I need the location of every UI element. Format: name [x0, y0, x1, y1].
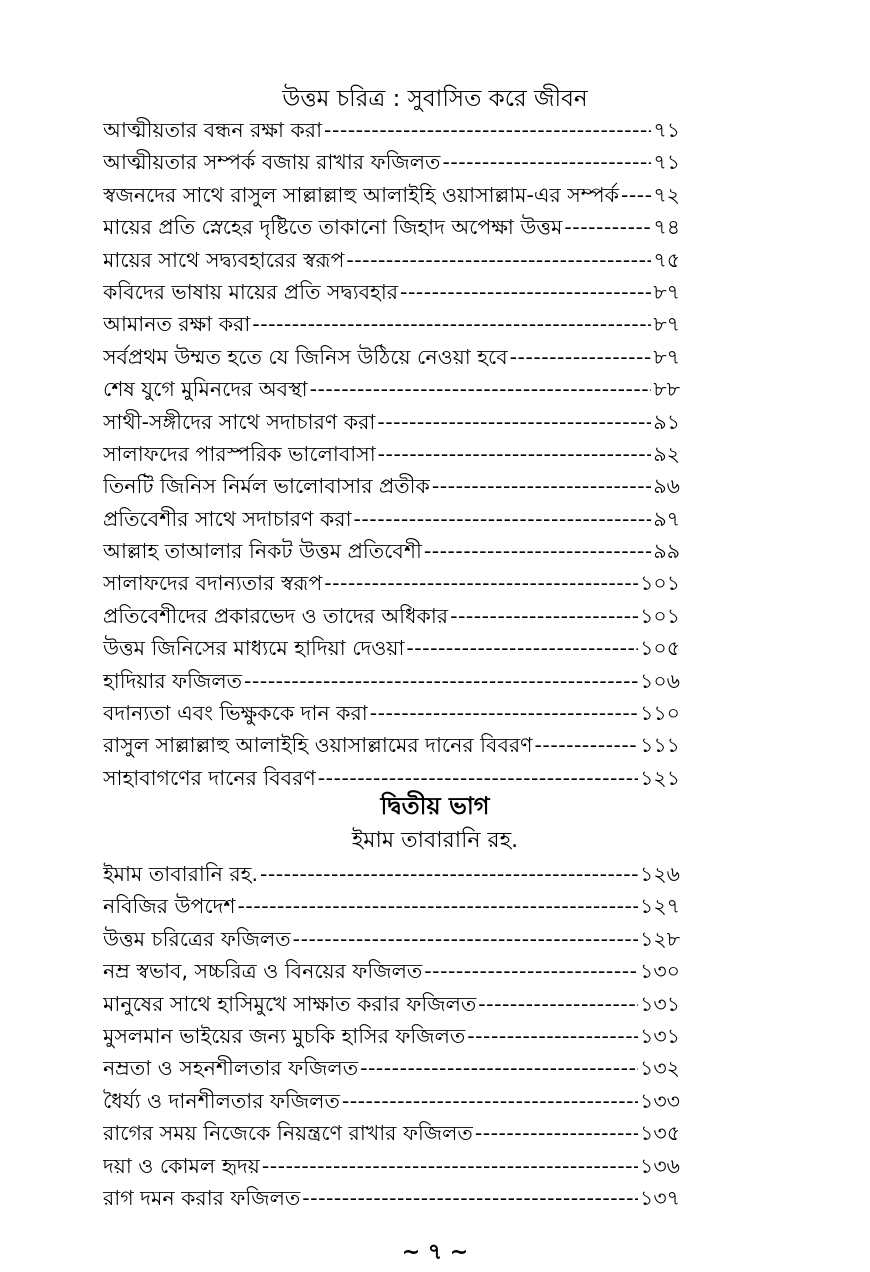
toc-entry-page-number: ১২৬	[640, 862, 680, 886]
toc-dash-leader	[621, 179, 651, 211]
toc-entry-title: মায়ের সাথে সদ্ব্যবহারের স্বরূপ	[103, 247, 345, 272]
toc-entry-title: মানুষের সাথে হাসিমুখে সাক্ষাত করার ফজিলত	[103, 991, 477, 1016]
toc-entry	[103, 244, 680, 276]
toc-entry-page-number: ১১০	[640, 701, 680, 726]
toc-dash-leader	[346, 244, 651, 276]
toc-entry	[103, 729, 680, 761]
toc-entry	[103, 1117, 680, 1149]
toc-dash-leader	[293, 923, 638, 955]
toc-entry	[103, 955, 680, 987]
toc-entry-title: উত্তম জিনিসের মাধ্যমে হাদিয়া দেওয়া	[103, 636, 405, 661]
toc-entry-page-number: ৭২	[653, 182, 680, 207]
toc-entry	[103, 697, 680, 729]
toc-entry	[103, 179, 680, 211]
toc-entry-page-number: ৯৭	[653, 506, 680, 531]
toc-entry-title: সালাফদের বদান্যতার স্বরূপ	[103, 571, 323, 596]
toc-entry-title: নবিজির উপদেশ	[103, 894, 236, 919]
toc-entry	[103, 373, 680, 405]
toc-dash-leader	[370, 697, 638, 729]
toc-dash-leader	[424, 955, 638, 987]
toc-dash-leader	[406, 632, 638, 664]
toc-dash-leader	[252, 308, 651, 340]
toc-entry-page-number: ১২১	[640, 765, 680, 790]
toc-entry-title: শেষ যুগে মুমিনদের অবস্থা	[103, 377, 308, 402]
toc-dash-leader	[360, 1052, 638, 1084]
toc-entry-title: মায়ের প্রতি স্নেহের দৃষ্টিতে তাকানো জিহাদ অপেক্ষা উত্তম	[103, 215, 563, 240]
toc-entry-page-number: ১০১	[640, 571, 680, 596]
toc-entry-title: আল্লাহ তাআলার নিকট উত্তম প্রতিবেশী	[103, 539, 422, 564]
toc-dash-leader	[324, 567, 638, 599]
toc-entry-title: বদান্যতা এবং ভিক্ষুককে দান করা	[103, 701, 368, 726]
toc-entry	[103, 923, 680, 955]
part-two-subheading: ইমাম তাবারানি রহ.	[351, 828, 519, 853]
toc-entry-title: মুসলমান ভাইয়ের জন্য মুচকি হাসির ফজিলত	[103, 1023, 466, 1048]
toc-entry	[103, 1052, 680, 1084]
toc-dash-leader	[510, 341, 652, 373]
toc-entry-title: ইমাম তাবারানি রহ.	[103, 862, 258, 886]
toc-entry-page-number: ১০৫	[640, 636, 680, 661]
toc-dash-leader	[564, 211, 651, 243]
page-number: ~ ৭ ~	[401, 1240, 469, 1265]
toc-entry-title: রাগ দমন করার ফজিলত	[103, 1185, 301, 1210]
toc-entry-title: হাদিয়ার ফজিলত	[103, 668, 243, 693]
toc-entry-title: দয়া ও কোমল হৃদয়	[103, 1153, 260, 1178]
toc-dash-leader	[302, 1182, 638, 1214]
toc-entry	[103, 1085, 680, 1117]
toc-entry-title: সালাফদের পারস্পরিক ভালোবাসা	[103, 441, 376, 466]
toc-dash-leader	[377, 406, 651, 438]
toc-entry-page-number: ১৩০	[640, 959, 680, 984]
toc-entry	[103, 632, 680, 664]
toc-entry	[103, 1182, 680, 1214]
toc-entry-title: প্রতিবেশীর সাথে সদাচারণ করা	[103, 506, 352, 531]
toc-dash-leader	[378, 438, 652, 470]
toc-entry-title: নম্রতা ও সহনশীলতার ফজিলত	[103, 1056, 359, 1081]
toc-entry-title: নম্র স্বভাব, সচ্চরিত্র ও বিনয়ের ফজিলত	[103, 959, 423, 984]
toc-dash-leader	[262, 1150, 638, 1182]
toc-entry-page-number: ১১১	[640, 733, 680, 758]
toc-entry	[103, 858, 680, 890]
toc-entry	[103, 146, 680, 178]
toc-entry-title: তিনটি জিনিস নির্মল ভালোবাসার প্রতীক	[103, 474, 430, 499]
toc-entry-page-number: ১২৮	[640, 926, 680, 951]
toc-entry	[103, 308, 680, 340]
toc-entry-page-number: ৯৯	[653, 539, 680, 564]
toc-entry-page-number: ১৩৫	[640, 1121, 680, 1146]
toc-dash-leader	[400, 276, 651, 308]
toc-entry	[103, 114, 680, 146]
toc-entry-title: রাগের সময় নিজেকে নিয়ন্ত্রণে রাখার ফজিলত	[103, 1121, 473, 1146]
toc-entry-title: সাথী-সঙ্গীদের সাথে সদাচারণ করা	[103, 409, 376, 434]
toc-entry-title: উত্তম চরিত্রের ফজিলত	[103, 926, 291, 951]
toc-entry-title: সর্বপ্রথম উম্মত হতে যে জিনিস উঠিয়ে নেওয়া হবে	[103, 344, 508, 369]
toc-dash-leader	[424, 535, 652, 567]
toc-dash-leader	[450, 600, 638, 632]
toc-entry-page-number: ৭৪	[653, 215, 680, 240]
toc-list-part-1	[103, 114, 680, 794]
toc-dash-leader	[432, 470, 651, 502]
toc-entry-title: সাহাবাগণের দানের বিবরণ	[103, 765, 316, 790]
toc-entry	[103, 988, 680, 1020]
toc-entry-title: প্রতিবেশীদের প্রকারভেদ ও তাদের অধিকার	[103, 603, 449, 628]
toc-entry	[103, 567, 680, 599]
toc-entry	[103, 1150, 680, 1182]
toc-entry	[103, 600, 680, 632]
toc-entry-page-number: ১৩৬	[640, 1153, 680, 1178]
toc-entry	[103, 890, 680, 922]
toc-entry-title: রাসুল সাল্লাল্লাহু আলাইহি ওয়াসাল্লামের দানের বিবরণ	[103, 733, 533, 758]
toc-dash-leader	[324, 114, 651, 146]
page-header-title: উত্তম চরিত্র : সুবাসিত করে জীবন	[282, 86, 588, 112]
toc-dash-leader	[467, 1020, 638, 1052]
toc-entry-page-number: ৭৫	[653, 247, 680, 272]
toc-entry-page-number: ৯৬	[653, 474, 680, 499]
toc-dash-leader	[260, 858, 638, 890]
toc-entry	[103, 341, 680, 373]
toc-entry-page-number: ৭১	[653, 118, 680, 142]
toc-entry-page-number: ৮৭	[653, 312, 680, 337]
toc-dash-leader	[238, 890, 639, 922]
toc-entry	[103, 470, 680, 502]
toc-dash-leader	[244, 665, 638, 697]
toc-dash-leader	[442, 146, 651, 178]
toc-entry-page-number: ৮৭	[653, 344, 680, 369]
toc-dash-leader	[535, 729, 639, 761]
toc-entry	[103, 503, 680, 535]
toc-dash-leader	[310, 373, 652, 405]
toc-entry-title: আত্মীয়তার সম্পর্ক বজায় রাখার ফজিলত	[103, 150, 441, 175]
toc-entry-page-number: ১২৭	[640, 894, 680, 919]
toc-entry	[103, 1020, 680, 1052]
toc-entry-page-number: ৯১	[653, 409, 680, 434]
toc-entry	[103, 276, 680, 308]
toc-entry	[103, 406, 680, 438]
toc-entry	[103, 438, 680, 470]
part-two-heading: দ্বিতীয় ভাগ	[380, 792, 490, 820]
toc-entry-page-number: ৮৭	[653, 279, 680, 304]
toc-entry-page-number: ১৩২	[640, 1056, 680, 1081]
toc-entry-title: আমানত রক্ষা করা	[103, 312, 251, 337]
toc-entry-page-number: ৯২	[653, 441, 680, 466]
toc-entry-page-number: ৮৮	[653, 377, 680, 402]
toc-entry-page-number: ১৩১	[640, 1023, 680, 1048]
toc-entry-page-number: ১৩৩	[640, 1088, 680, 1113]
toc-entry-title: স্বজনদের সাথে রাসুল সাল্লাল্লাহু আলাইহি ওয়াসাল্লাম-এর সম্পর্ক	[103, 182, 619, 207]
toc-entry-title: কবিদের ভাষায় মায়ের প্রতি সদ্ব্যবহার	[103, 279, 399, 304]
toc-dash-leader	[342, 1085, 638, 1117]
toc-entry-title: আত্মীয়তার বন্ধন রক্ষা করা	[103, 118, 323, 142]
toc-entry	[103, 665, 680, 697]
toc-entry	[103, 211, 680, 243]
toc-entry-page-number: ১৩৭	[640, 1185, 680, 1210]
toc-entry-title: ধৈর্য্য ও দানশীলতার ফজিলত	[103, 1088, 340, 1113]
toc-dash-leader	[475, 1117, 638, 1149]
toc-entry-page-number: ১০১	[640, 603, 680, 628]
toc-entry-page-number: ১৩১	[640, 991, 680, 1016]
toc-dash-leader	[354, 503, 652, 535]
toc-dash-leader	[478, 988, 638, 1020]
toc-entry	[103, 535, 680, 567]
toc-list-part-2	[103, 858, 680, 1214]
toc-entry-page-number: ১০৬	[640, 668, 680, 693]
toc-entry-page-number: ৭১	[653, 150, 680, 175]
